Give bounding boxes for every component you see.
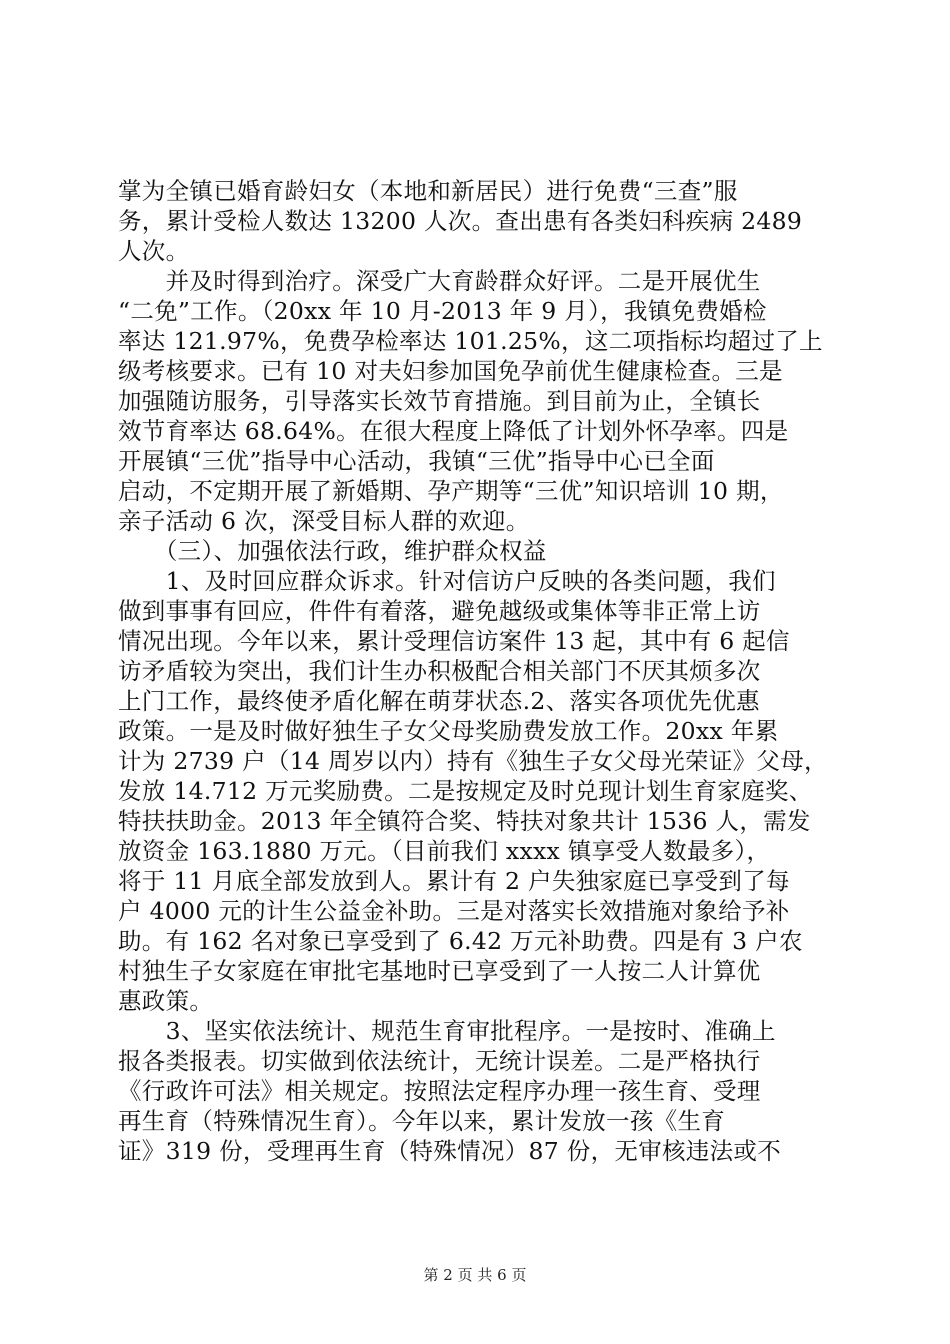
body-text	[118, 176, 838, 1166]
text-line: 特扶扶助金。2013 年全镇符合奖、特扶对象共计 1536 人，需发	[118, 807, 811, 835]
text-line: 证》319 份，受理再生育（特殊情况）87 份，无审核违法或不	[118, 1137, 781, 1165]
text-line: 报各类报表。切实做到依法统计，无统计误差。二是严格执行	[118, 1047, 761, 1075]
text-line: 做到事事有回应，件件有着落，避免越级或集体等非正常上访	[118, 597, 761, 625]
text-line: 放资金 163.1880 万元。（目前我们 xxxx 镇享受人数最多），	[118, 837, 771, 865]
text-line: 加强随访服务，引导落实长效节育措施。到目前为止，全镇长	[118, 387, 761, 415]
text-line: 上门工作，最终使矛盾化解在萌芽状态.2、落实各项优先优惠	[118, 687, 760, 715]
text-line: 务，累计受检人数达 13200 人次。查出患有各类妇科疾病 2489	[118, 207, 803, 235]
text-line: 人次。	[118, 237, 190, 265]
text-line: 效节育率达 68.64%。在很大程度上降低了计划外怀孕率。四是	[118, 417, 789, 445]
page-number-footer: 第 2 页 共 6 页	[423, 1266, 527, 1284]
text-line: 情况出现。今年以来，累计受理信访案件 13 起，其中有 6 起信	[118, 627, 790, 655]
text-line: 启动，不定期开展了新婚期、孕产期等“三优”知识培训 10 期，	[118, 477, 784, 505]
text-line: 并及时得到治疗。深受广大育龄群众好评。二是开展优生	[118, 267, 761, 295]
text-line: 亲子活动 6 次，深受目标人群的欢迎。	[118, 507, 530, 535]
text-line: 发放 14.712 万元奖励费。二是按规定及时兑现计划生育家庭奖、	[118, 777, 813, 805]
text-line: 将于 11 月底全部发放到人。累计有 2 户失独家庭已享受到了每	[118, 867, 790, 895]
text-line: 计为 2739 户（14 周岁以内）持有《独生子女父母光荣证》父母，	[118, 747, 828, 775]
text-line: 3、坚实依法统计、规范生育审批程序。一是按时、准确上	[118, 1017, 776, 1045]
text-line: 访矛盾较为突出，我们计生办积极配合相关部门不厌其烦多次	[118, 657, 761, 685]
text-line: 政策。一是及时做好独生子女父母奖励费发放工作。20xx 年累	[118, 717, 779, 745]
text-line: 户 4000 元的计生公益金补助。三是对落实长效措施对象给予补	[118, 897, 790, 925]
text-line: 再生育（特殊情况生育）。今年以来，累计发放一孩《生育	[118, 1107, 726, 1135]
section-heading: （三）、加强依法行政，维护群众权益	[118, 537, 547, 565]
text-line: 1、及时回应群众诉求。针对信访户反映的各类问题，我们	[118, 567, 776, 595]
text-line: 《行政许可法》相关规定。按照法定程序办理一孩生育、受理	[118, 1077, 761, 1105]
text-line: 惠政策。	[118, 987, 214, 1015]
text-line: 掌为全镇已婚育龄妇女（本地和新居民）进行免费“三查”服	[118, 177, 738, 205]
text-line: 村独生子女家庭在审批宅基地时已享受到了一人按二人计算优	[118, 957, 761, 985]
text-line: 开展镇“三优”指导中心活动，我镇“三优”指导中心已全面	[118, 447, 715, 475]
text-line: “二免”工作。（20xx 年 10 月-2013 年 9 月），我镇免费婚检	[118, 297, 767, 325]
text-line: 级考核要求。已有 10 对夫妇参加国免孕前优生健康检查。三是	[118, 357, 783, 385]
text-line: 率达 121.97%，免费孕检率达 101.25%，这二项指标均超过了上	[118, 327, 823, 355]
text-line: 助。有 162 名对象已享受到了 6.42 万元补助费。四是有 3 户农	[118, 927, 803, 955]
